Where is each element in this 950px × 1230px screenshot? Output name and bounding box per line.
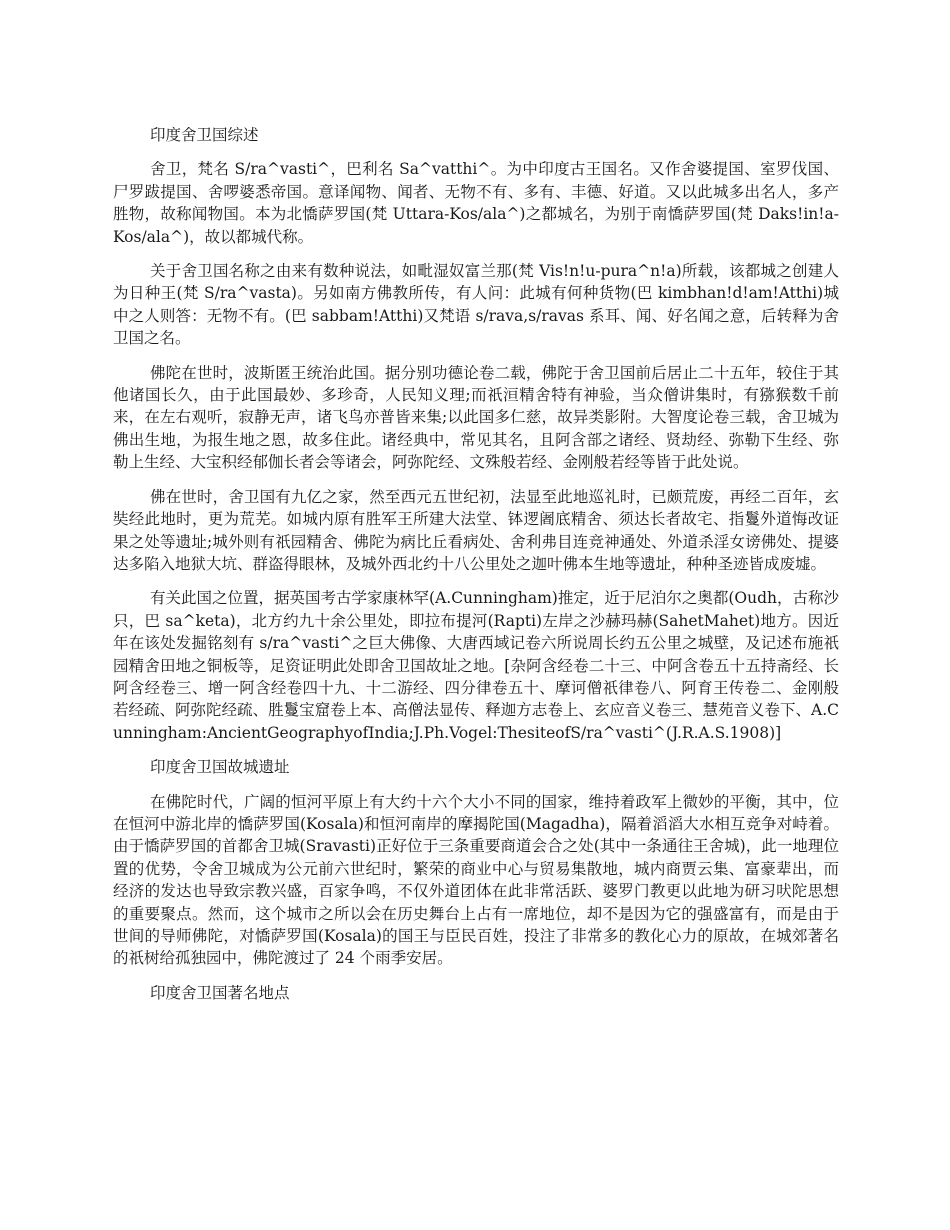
section-heading-famous-sites: 印度舍卫国著名地点 <box>150 983 290 1002</box>
paragraph-ruins-history: 在佛陀时代，广阔的恒河平原上有大约十六个大小不同的国家，维持着政军上微妙的平衡，其中，位在恒河中游北岸的憍萨罗国(Kosala)和恒河南岸的摩揭陀国(Magadha)，隔着滔滔大水相互竞争对峙着。由于憍萨罗国的首都舍卫城(Sravasti)正好位于三条重要商道会合之处(其中一条通往王舍城)，此一地理位置的优势，令舍卫城成为公元前六世纪时，繁荣的商业中心与贸易集散地，城内商贾云集、富豪辈出，而经济的发达也导致宗教兴盛，百家争鸣，不仅外道团体在此非常活跃、婆罗门教更以此地为研习吠陀思想的重要聚点。然而，这个城市之所以会在历史舞台上占有一席地位，却不是因为它的强盛富有，而是由于世间的导师佛陀，对憍萨罗国(Kosala)的国王与臣民百姓，投注了非常多的教化心力的原故，在城郊著名的祇树给孤独园中，佛陀渡过了 24 个雨季安居。 <box>113 792 839 968</box>
paragraph-name-origin: 舍卫，梵名 S/ra^vasti^，巴利名 Sa^vatthi^。为中印度古王国名。又作舍婆提国、室罗伐国、尸罗跋提国、舍啰婆悉帝国。意译闻物、闻者、无物不有、多有、丰德、好道。又以此城多出名人，多产胜物，故称闻物国。本为北憍萨罗国(梵 Uttara-Kos/ala^)之都城名，为别于南憍萨罗国(梵 Daks!in!a-Kos/ala^)，故以都城代称。 <box>113 160 839 246</box>
section-heading-overview: 印度舍卫国综述 <box>150 126 259 144</box>
paragraph-buddha-residence: 佛陀在世时，波斯匿王统治此国。据分别功德论卷二载，佛陀于舍卫国前后居止二十五年，较住于其他诸国长久，由于此国最妙、多珍奇，人民知义理;而祇洹精舍特有神验，当众僧讲集时，有猕猴数千前来，在左右观听，寂静无声，诸飞鸟亦普皆来集;以此国多仁慈，故异类影附。大智度论卷三载，舍卫城为佛出生地，为报生地之恩，故多住此。诸经典中，常见其名，且阿含部之诸经、贤劫经、弥勒下生经、弥勒上生经、大宝积经郁伽长者会等诸会，阿弥陀经、文殊般若经、金刚般若经等皆于此处说。 <box>113 363 839 472</box>
paragraph-decline: 佛在世时，舍卫国有九亿之家，然至西元五世纪初，法显至此地巡礼时，已颇荒废，再经二百年，玄奘经此地时，更为荒芜。如城内原有胜军王所建大法堂、钵逻阇底精舍、须达长者故宅、指鬘外道悔改证果之处等遗址;城外则有祇园精舍、佛陀为病比丘看病处、舍利弗目连竞神通处、外道杀淫女谤佛处、提婆达多陷入地狱大坑、群盗得眼林，及城外西北约十八公里处之迦叶佛本生地等遗址，种种圣迹皆成废墟。 <box>113 487 839 573</box>
paragraph-location: 有关此国之位置，据英国考古学家康林罕(A.Cunningham)推定，近于尼泊尔之奥都(Oudh，古称沙只，巴 sa^keta)，北方约九十余公里处，即拉布提河(Rapti)左岸之沙赫玛赫(SahetMahet)地方。因近年在该处发掘铭刻有 s/ra^vasti^之巨大佛像、大唐西域记卷六所说周长约五公里之城壁，及记述布施祇园精舍田地之铜板等，足资证明此处即舍卫国故址之地。[杂阿含经卷二十三、中阿含卷五十五持斋经、长阿含经卷三、增一阿含经卷四十九、十二游经、四分律卷五十、摩诃僧祇律卷八、阿育王传卷二、金刚般若经疏、阿弥陀经疏、胜鬘宝窟卷上本、高僧法显传、释迦方志卷上、玄应音义卷三、慧苑音义卷下、A.Cunningham:AncientGeographyofIndia;J.Ph.Vogel:ThesiteofS/ra^vasti^(J.R.A.S.1908)] <box>113 589 839 742</box>
paragraph-name-etymology: 关于舍卫国名称之由来有数种说法，如毗湿奴富兰那(梵 Vis!n!u-pura^n!a)所载，该都城之创建人为日种王(梵 S/ra^vasta)。另如南方佛教所传，有人问：此城有何种货物(巴 kimbhan!d!am!Atthi)城中之人则答：无物不有。(巴 sabbam!Atthi)又梵语 s/rava,s/ravas 系耳、闻、好名闻之意，后转释为舍卫国之名。 <box>113 262 839 348</box>
document-page <box>113 124 839 1016</box>
section-heading-ruins: 印度舍卫国故城遗址 <box>150 758 290 777</box>
